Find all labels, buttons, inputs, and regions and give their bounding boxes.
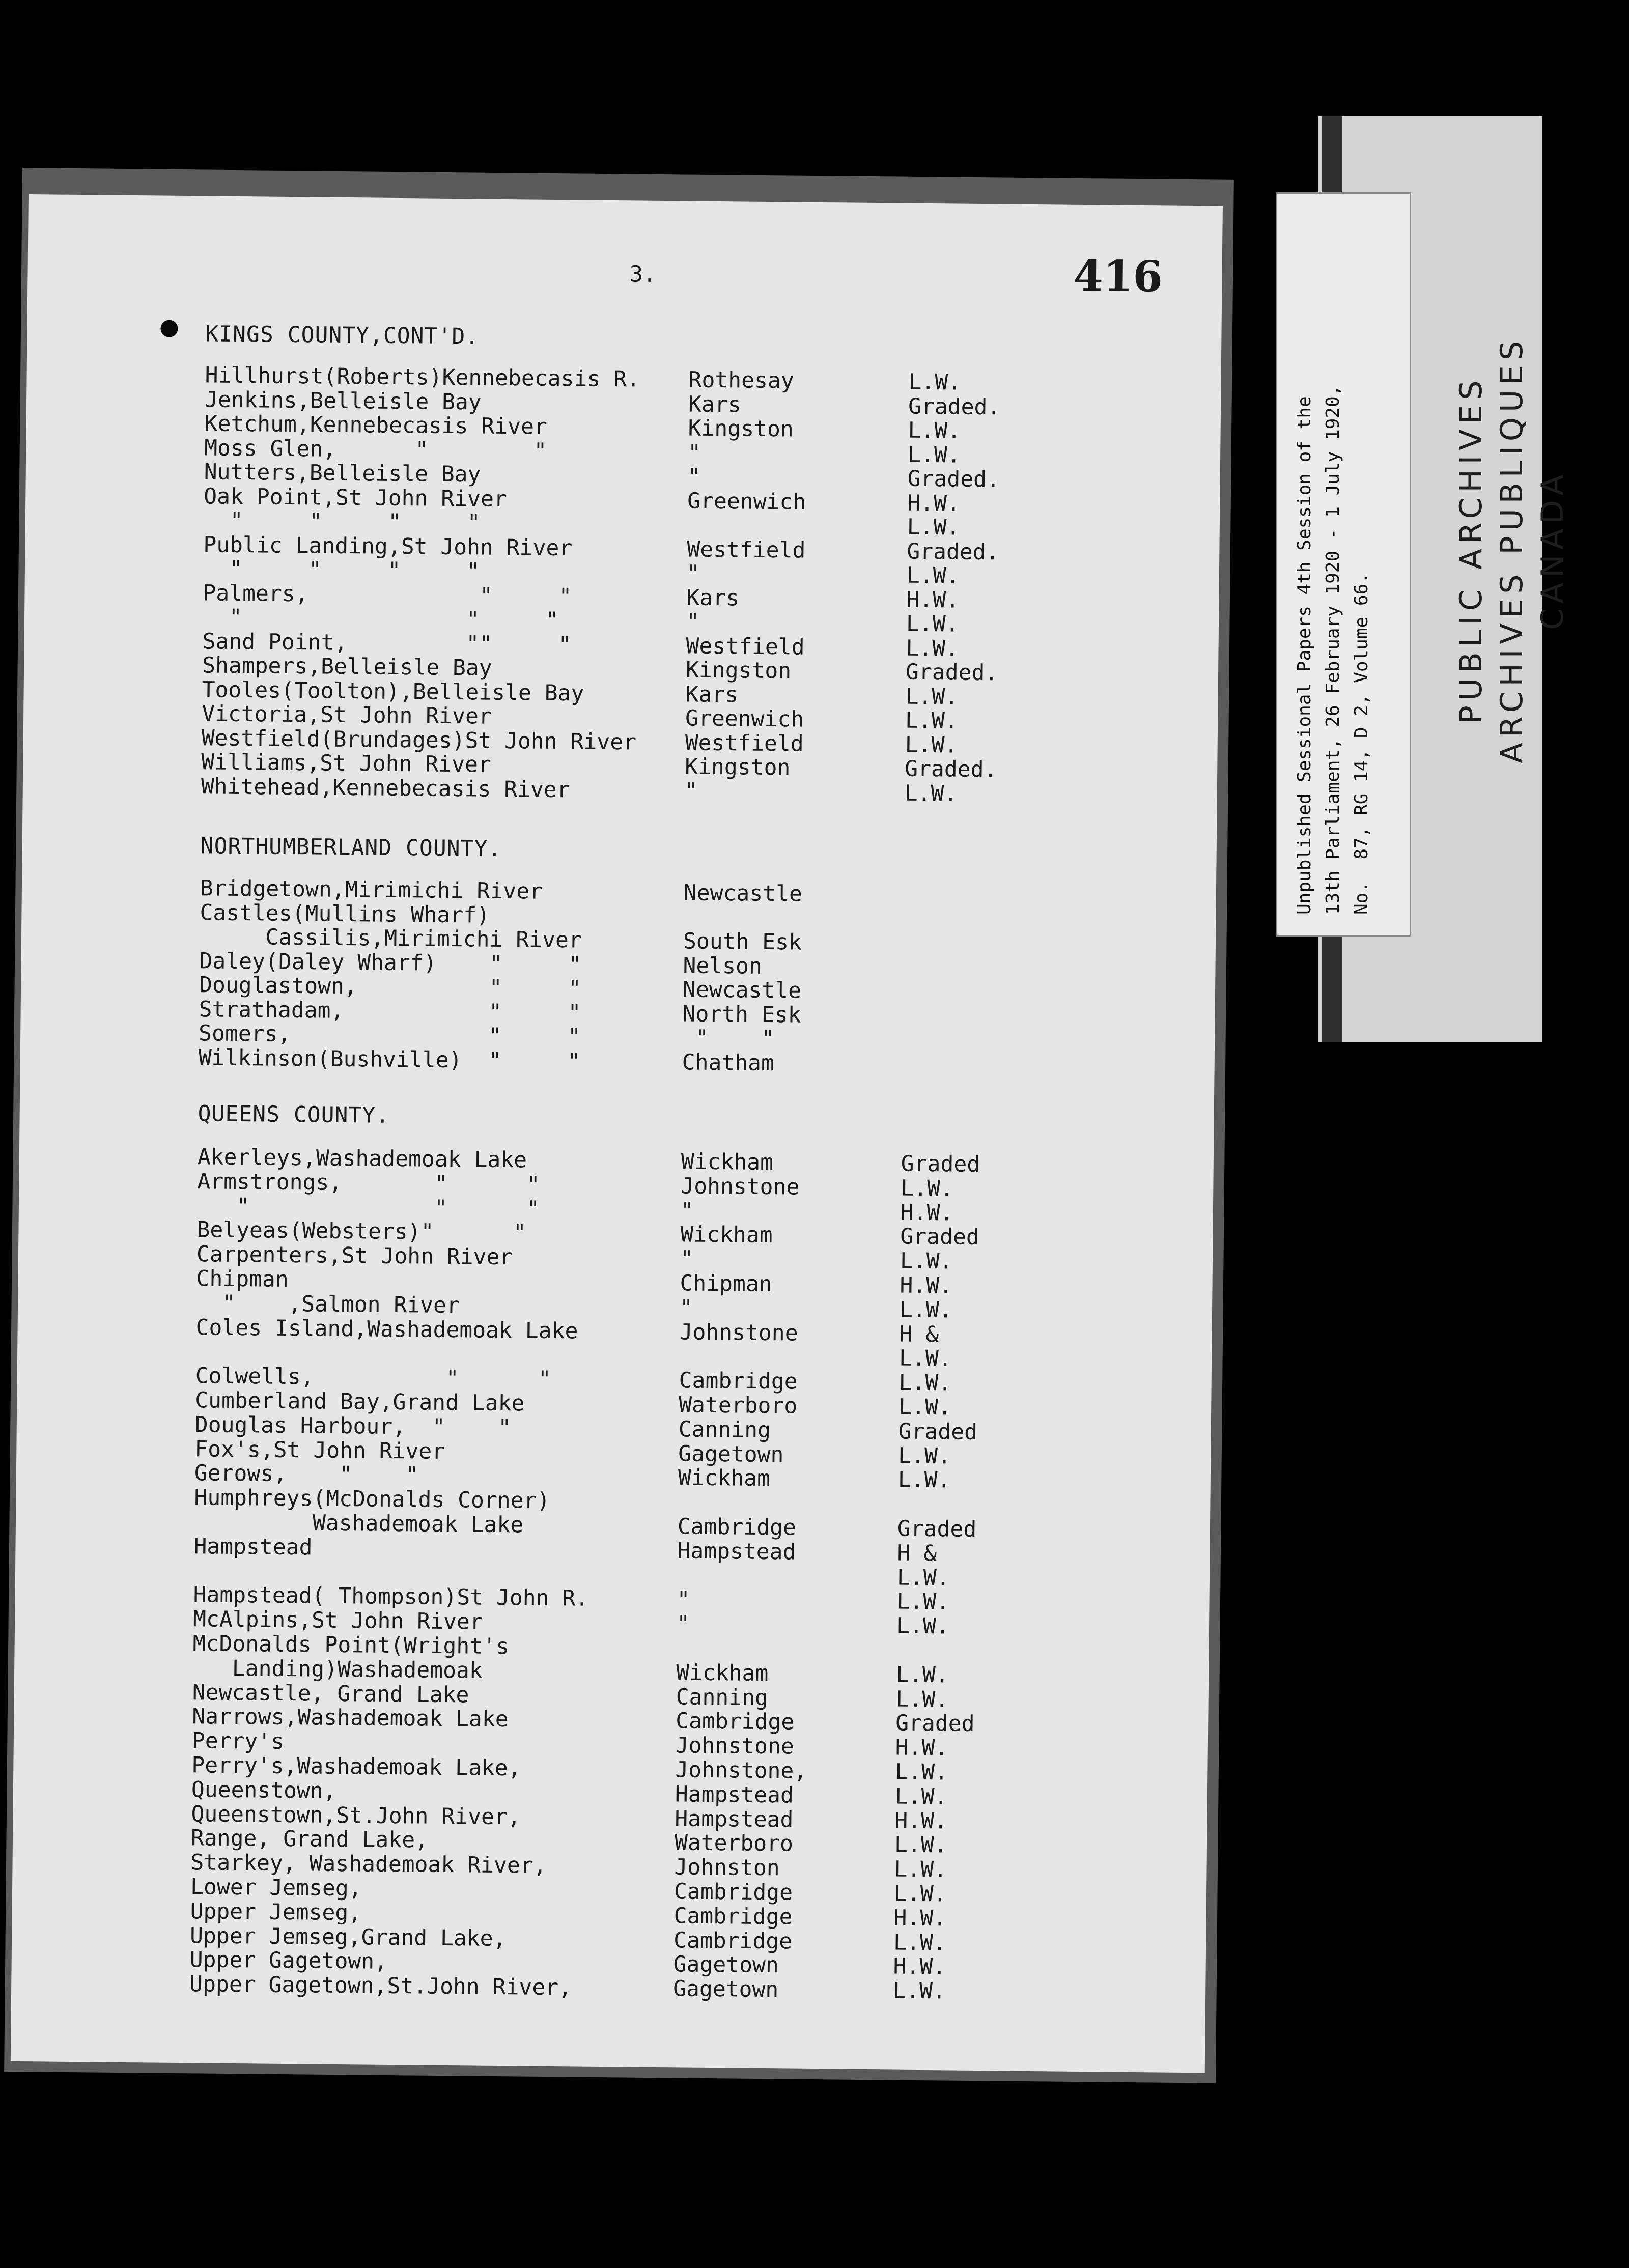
northumberland-row-place-name: Castles(Mullins Wharf) [200,899,490,928]
queens-row-place-name: Upper Gagetown,St.John River, [189,1971,572,2001]
archive-stamp-line: ARCHIVES PUBLIQUES [1494,335,1530,764]
kings-row-wharf-class: Graded. [907,538,999,565]
kings-row-wharf-class: L.W. [904,780,958,807]
kings-row-parish-name: Rothesay [688,367,794,394]
queens-row-parish-name: " [676,1611,690,1637]
northumberland-row-place-name: Bridgetown,Mirimichi River [200,875,543,904]
queens-row-parish-name: Hampstead [675,1781,794,1808]
northumberland-row-place-name: Somers, " " [198,1020,581,1050]
kings-row-place-name: Hillhurst(Roberts)Kennebecasis R. [205,362,640,392]
northumberland-row-parish-name: South Esk [683,928,802,955]
queens-row-wharf-class: L.W. [894,1783,948,1810]
queens-row-wharf-class: L.W. [893,1881,947,1907]
queens-row-place-name: " ,Salmon River [195,1290,460,1319]
queens-row-place-name: Washademoak Lake [193,1509,524,1538]
queens-row-wharf-class: L.W. [898,1345,952,1372]
queens-row-parish-name: Gagetown [672,1976,779,2003]
queens-row-wharf-class: L.W. [897,1467,951,1493]
queens-row-wharf-class: L.W. [896,1613,949,1639]
queens-row-wharf-class: L.W. [893,1930,946,1956]
queens-county-header: QUEENS COUNTY. [198,1101,390,1128]
archive-stamp-line: PUBLIC ARCHIVES [1453,375,1489,724]
queens-row-parish-name: Canning [678,1416,771,1443]
queens-row-wharf-class: H.W. [900,1200,953,1226]
queens-row-place-name: Upper Gagetown, [189,1947,388,1975]
document-page [11,194,1223,2073]
kings-row-wharf-class: L.W. [908,417,961,444]
kings-row-place-name: " " " " [203,556,480,584]
northumberland-row-parish-name: Chatham [682,1049,775,1076]
page-number: 3. [629,261,657,288]
queens-row-parish-name: " [679,1295,693,1321]
kings-row-place-name: Ketchum,Kennebecasis River [204,411,547,440]
queens-row-place-name: Belyeas(Websters)" " [196,1217,526,1246]
queens-row-parish-name: Johnstone [679,1319,798,1346]
northumberland-row-place-name: Douglastown, " " [199,972,582,1002]
kings-row-wharf-class: L.W. [905,732,958,758]
queens-row-parish-name: Cambridge [673,1927,793,1954]
queens-row-parish-name: Wickham [676,1660,769,1686]
queens-row-place-name: Armstrongs, " " [197,1169,540,1198]
kings-row-wharf-class: L.W. [906,562,960,589]
northumberland-row-parish-name: Newcastle [683,880,803,907]
northumberland-row-place-name: Strathadam, " " [199,996,581,1026]
queens-row-wharf-class: L.W. [895,1662,949,1688]
northumberland-row-parish-name: Newcastle [682,977,802,1004]
folio-number: 416 [1073,250,1163,302]
queens-row-parish-name: Canning [676,1684,769,1711]
northumberland-row-place-name: Cassilis,Mirimichi River [199,924,582,953]
queens-row-place-name: " " " [196,1193,540,1222]
queens-row-place-name: Starkey, Washademoak River, [190,1850,547,1879]
queens-row-wharf-class: L.W. [896,1565,950,1591]
archive-label-text [1282,184,1413,930]
kings-row-place-name: Palmers, " " [203,580,572,609]
queens-row-place-name: Humphreys(McDonalds Corner) [194,1485,550,1514]
queens-row-place-name: Hampstead [193,1534,313,1561]
kings-row-parish-name: Westfield [687,536,806,563]
kings-row-wharf-class: L.W. [906,635,959,662]
queens-row-parish-name: Cambridge [679,1368,798,1395]
queens-row-place-name: Queenstown, [191,1777,336,1804]
kings-row-place-name: Moss Glen, " " [204,435,547,464]
queens-row-place-name: Upper Jemseg, [190,1898,362,1926]
queens-row-wharf-class: L.W. [898,1370,952,1396]
kings-row-wharf-class: L.W. [907,514,960,541]
queens-row-parish-name: Wickham [680,1222,773,1249]
queens-row-place-name: Queenstown,St.John River, [191,1801,521,1830]
queens-row-parish-name: Chipman [680,1270,772,1297]
kings-row-wharf-class: L.W. [905,684,959,710]
queens-row-place-name: Range, Grand Lake, [190,1825,429,1854]
queens-row-parish-name: " [677,1586,690,1612]
queens-row-place-name: Perry's,Washademoak Lake, [191,1752,521,1781]
kings-row-parish-name: Greenwich [685,705,804,732]
kings-row-parish-name: " [684,778,698,804]
kings-row-parish-name: Kars [688,391,741,417]
queens-row-place-name: Narrows,Washademoak Lake [192,1704,509,1733]
archive-label-line: 13th Parliament, 26 February 1920 - 1 July 1920, [1323,385,1343,915]
queens-row-parish-name: Gagetown [678,1440,784,1467]
queens-row-parish-name: Gagetown [673,1951,779,1978]
archive-stamp-line: CANADA [1535,469,1570,630]
kings-row-place-name: Jenkins,Belleisle Bay [204,386,482,415]
kings-row-parish-name: Kingston [685,754,791,781]
kings-row-parish-name: Kars [685,681,739,707]
queens-row-wharf-class: H.W. [893,1953,946,1980]
kings-row-wharf-class: Graded. [908,393,1001,420]
kings-row-parish-name: " [687,464,701,490]
archive-stamp [1451,295,1573,804]
queens-row-parish-name: Johnstone [675,1733,795,1760]
queens-row-place-name: Akerleys,Washademoak Lake [197,1144,527,1173]
kings-row-parish-name: " [686,609,700,635]
queens-row-place-name: McDonalds Point(Wright's [192,1631,510,1660]
queens-row-place-name: Chipman [196,1266,289,1292]
kings-row-parish-name: Greenwich [687,488,806,515]
queens-row-wharf-class: H.W. [894,1808,948,1834]
queens-row-wharf-class: H & [899,1321,939,1347]
kings-row-place-name: Williams,St John River [201,749,492,778]
kings-row-place-name: Sand Point, "" " [202,628,572,658]
kings-row-place-name: Shampers,Belleisle Bay [202,653,492,681]
kings-row-wharf-class: L.W. [905,707,958,734]
queens-row-place-name: Newcastle, Grand Lake [192,1679,469,1708]
kings-row-place-name: " " " " [203,507,481,536]
kings-row-place-name: Victoria,St John River [201,701,492,729]
queens-row-wharf-class: L.W. [892,1978,946,2004]
kings-row-wharf-class: L.W. [907,442,961,468]
kings-row-place-name: " " " [202,604,559,634]
northumberland-row-parish-name: Nelson [683,952,763,979]
queens-row-place-name: Carpenters,St John River [196,1241,513,1270]
northumberland-row-place-name: Daley(Daley Wharf) " " [199,948,582,977]
queens-row-parish-name: " [680,1197,694,1224]
kings-row-parish-name: Kars [686,584,740,611]
queens-row-place-name: Coles Island,Washademoak Lake [195,1314,578,1344]
kings-row-wharf-class: Graded. [905,659,998,686]
queens-row-wharf-class: Graded [901,1151,980,1178]
queens-row-parish-name: Cambridge [673,1879,793,1906]
kings-county-header: KINGS COUNTY,CONT'D. [205,321,480,350]
queens-row-wharf-class: Graded [900,1224,979,1251]
queens-row-place-name: Douglas Harbour, " " [194,1412,512,1441]
queens-row-place-name: Cumberland Bay,Grand Lake [195,1387,525,1416]
kings-row-wharf-class: Graded. [907,466,1000,493]
queens-row-parish-name: " [680,1246,694,1272]
queens-row-wharf-class: H & [897,1540,937,1567]
kings-row-parish-name: " [686,560,700,586]
queens-row-parish-name: Hampstead [675,1805,794,1833]
queens-row-place-name: Upper Jemseg,Grand Lake, [189,1922,507,1951]
queens-row-wharf-class: L.W. [895,1759,948,1785]
queens-row-wharf-class: H.W. [893,1905,947,1932]
kings-row-place-name: Tooles(Toolton),Belleisle Bay [202,676,584,706]
queens-row-parish-name: Cambridge [676,1708,795,1735]
queens-row-wharf-class: L.W. [894,1856,947,1883]
queens-row-wharf-class: L.W. [894,1832,947,1858]
queens-row-wharf-class: L.W. [895,1686,949,1713]
archive-label [1276,192,1411,937]
northumberland-row-parish-name: " " [682,1025,775,1052]
kings-row-wharf-class: L.W. [908,369,962,395]
queens-row-parish-name: Cambridge [673,1903,793,1930]
kings-row-wharf-class: Graded. [905,756,997,783]
queens-row-wharf-class: L.W. [901,1175,954,1202]
queens-row-place-name: McAlpins,St John River [192,1606,483,1635]
queens-row-parish-name: Wickham [681,1149,774,1176]
kings-row-parish-name: Westfield [686,633,805,660]
queens-row-parish-name: Waterboro [674,1830,794,1857]
queens-row-parish-name: Cambridge [677,1514,797,1541]
queens-row-place-name: Fox's,St John River [194,1436,445,1464]
queens-row-wharf-class: H.W. [895,1735,948,1761]
kings-row-wharf-class: H.W. [906,587,960,613]
queens-row-wharf-class: Graded [895,1710,975,1737]
queens-row-wharf-class: L.W. [899,1297,952,1323]
queens-row-parish-name: Johnstone [681,1173,800,1200]
queens-row-parish-name: Johnston [674,1854,780,1881]
queens-row-wharf-class: Graded [897,1516,977,1542]
queens-row-place-name: Perry's [191,1728,285,1755]
kings-row-place-name: Nutters,Belleisle Bay [204,459,481,488]
kings-row-parish-name: " [687,439,701,466]
queens-row-place-name: Gerows, " " [194,1460,419,1488]
kings-row-wharf-class: H.W. [907,490,961,517]
northumberland-row-place-name: Wilkinson(Bushville) " " [198,1044,581,1074]
archive-label-line: Unpublished Sessional Papers 4th Session of the [1294,396,1315,915]
kings-row-parish-name: Kingston [688,415,794,442]
queens-row-wharf-class: L.W. [898,1443,951,1469]
queens-row-wharf-class: L.W. [896,1589,950,1615]
queens-row-wharf-class: L.W. [900,1248,953,1274]
northumberland-county-header: NORTHUMBERLAND COUNTY. [200,833,502,862]
queens-row-place-name: Hampstead( Thompson)St John R. [193,1582,589,1612]
queens-row-wharf-class: Graded [898,1419,978,1445]
queens-row-place-name: Colwells, " " [195,1363,551,1393]
queens-row-parish-name: Hampstead [677,1538,796,1565]
queens-row-wharf-class: H.W. [900,1272,953,1299]
archive-label-line: No. 87, RG 14, D 2, Volume 66. [1351,573,1372,915]
queens-row-place-name: Landing)Washademoak [192,1655,483,1684]
kings-row-wharf-class: L.W. [906,611,959,637]
queens-row-wharf-class: L.W. [898,1394,952,1421]
kings-row-parish-name: Westfield [685,729,804,757]
northumberland-row-parish-name: North Esk [682,1001,801,1028]
kings-row-place-name: Whitehead,Kennebecasis River [201,773,570,803]
queens-row-parish-name: Waterboro [678,1392,798,1419]
kings-row-place-name: Oak Point,St John River [204,483,507,512]
queens-row-place-name: Lower Jemseg, [190,1874,362,1902]
queens-row-parish-name: Wickham [678,1465,771,1492]
kings-row-place-name: Public Landing,St John River [203,531,573,561]
punch-hole [160,320,178,337]
queens-row-parish-name: Johnstone, [675,1757,807,1784]
kings-row-place-name: Westfield(Brundages)St John River [201,725,637,755]
kings-row-parish-name: Kingston [685,657,792,684]
